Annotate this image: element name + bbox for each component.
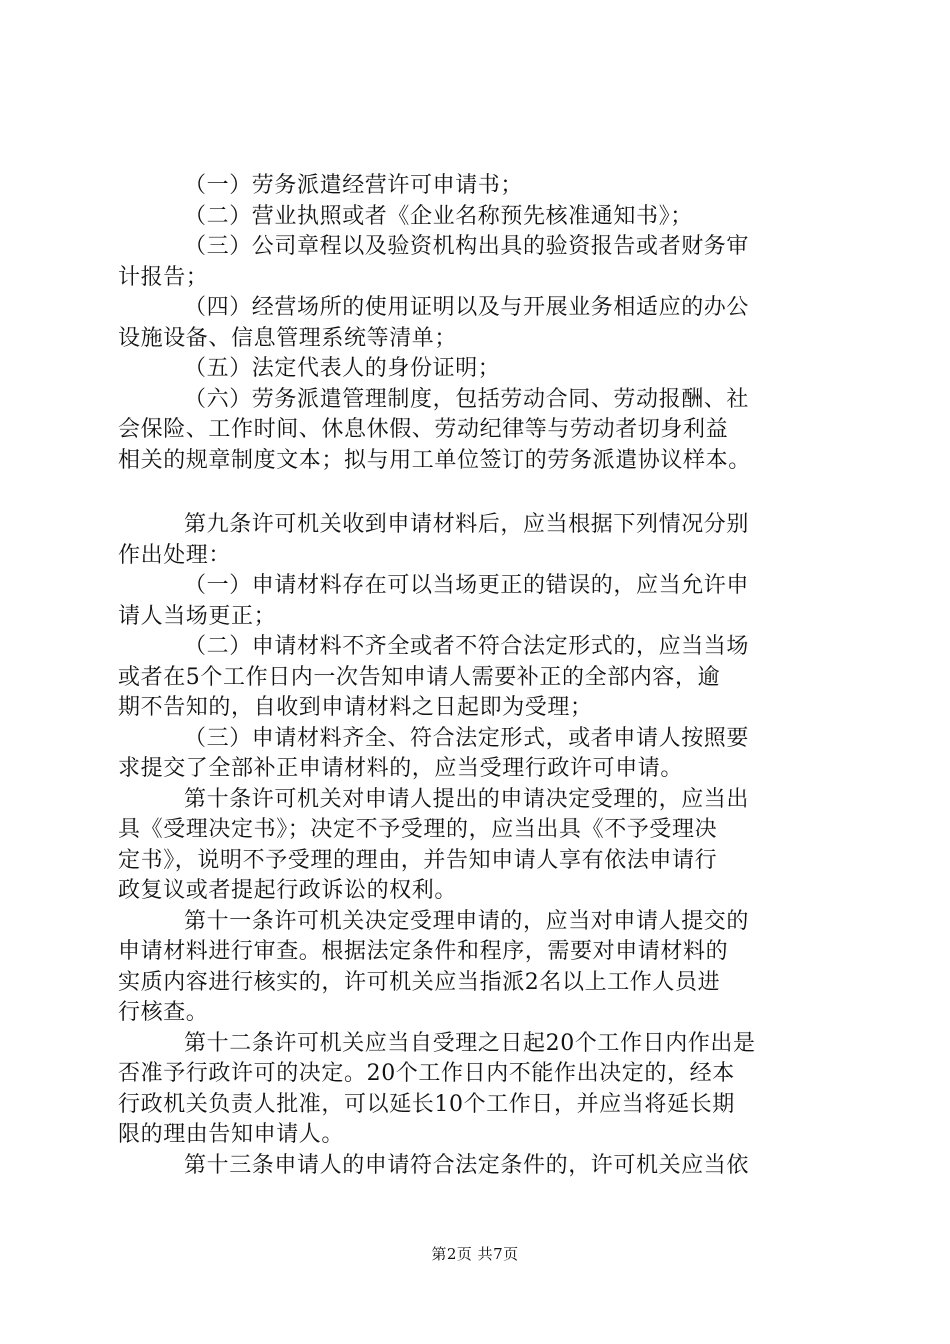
text-line: 期不告知的，自收到申请材料之日起即为受理； xyxy=(118,695,593,720)
text-line: 行政机关负责人批准，可以延长10个工作日，并应当将延长期 xyxy=(118,1091,735,1117)
text-line: 求提交了全部补正申请材料的，应当受理行政许可申请。 xyxy=(118,756,684,781)
text-line: 第十三条申请人的申请符合法定条件的，许可机关应当依 xyxy=(184,1152,750,1178)
text-line: （六）劳务派遣管理制度，包括劳动合同、劳动报酬、社 xyxy=(184,386,750,412)
text-line: 实质内容进行核实的，许可机关应当指派2名以上工作人员进 xyxy=(118,969,721,995)
text-line: （五）法定代表人的身份证明； xyxy=(184,356,501,381)
document-body xyxy=(118,171,838,1181)
text-line: 请人当场更正； xyxy=(118,603,277,629)
text-line: （四）经营场所的使用证明以及与开展业务相适应的办公 xyxy=(184,295,750,320)
text-line: 第十一条许可机关决定受理申请的，应当对申请人提交的 xyxy=(184,908,750,934)
text-line: 政复议或者提起行政诉讼的权利。 xyxy=(118,878,458,903)
text-line: （一）劳务派遣经营许可申请书； xyxy=(184,173,524,198)
text-line: 第十二条许可机关应当自受理之日起20个工作日内作出是 xyxy=(184,1030,756,1056)
text-line: （二）营业执照或者《企业名称预先核准通知书》； xyxy=(184,203,693,229)
text-line: 具《受理决定书》；决定不予受理的，应当出具《不予受理决 xyxy=(118,817,718,842)
text-line: 第九条许可机关收到申请材料后，应当根据下列情况分别 xyxy=(184,512,750,537)
text-line: 申请材料进行审查。根据法定条件和程序，需要对申请材料的 xyxy=(118,939,729,964)
text-line: 限的理由告知申请人。 xyxy=(118,1122,345,1147)
text-line: 作出处理： xyxy=(118,542,232,568)
text-line: （二）申请材料不齐全或者不符合法定形式的，应当当场 xyxy=(184,634,750,659)
page-footer xyxy=(0,1243,950,1264)
text-line: 或者在5个工作日内一次告知申请人需要补正的全部内容，逾 xyxy=(118,664,721,690)
text-line: 否准予行政许可的决定。20个工作日内不能作出决定的，经本 xyxy=(118,1061,735,1086)
page-number-label: 第2页 共7页 xyxy=(431,1245,519,1263)
text-line: （三）公司章程以及验资机构出具的验资报告或者财务审 xyxy=(184,234,750,259)
text-line: 定书》，说明不予受理的理由，并告知申请人享有依法申请行 xyxy=(118,847,718,873)
text-line: 第十条许可机关对申请人提出的申请决定受理的，应当出 xyxy=(184,786,750,812)
text-line: 相关的规章制度文本；拟与用工单位签订的劳务派遣协议样本。 xyxy=(118,447,751,473)
text-line: （一）申请材料存在可以当场更正的错误的，应当允许申 xyxy=(184,573,750,598)
text-line: 设施设备、信息管理系统等清单； xyxy=(118,325,458,351)
text-line: 会保险、工作时间、休息休假、劳动纪律等与劳动者切身利益 xyxy=(118,417,729,442)
text-line: 计报告； xyxy=(118,264,209,290)
text-line: 行核查。 xyxy=(118,1000,209,1025)
text-line: （三）申请材料齐全、符合法定形式，或者申请人按照要 xyxy=(184,725,750,751)
paragraph-gap xyxy=(118,476,838,510)
